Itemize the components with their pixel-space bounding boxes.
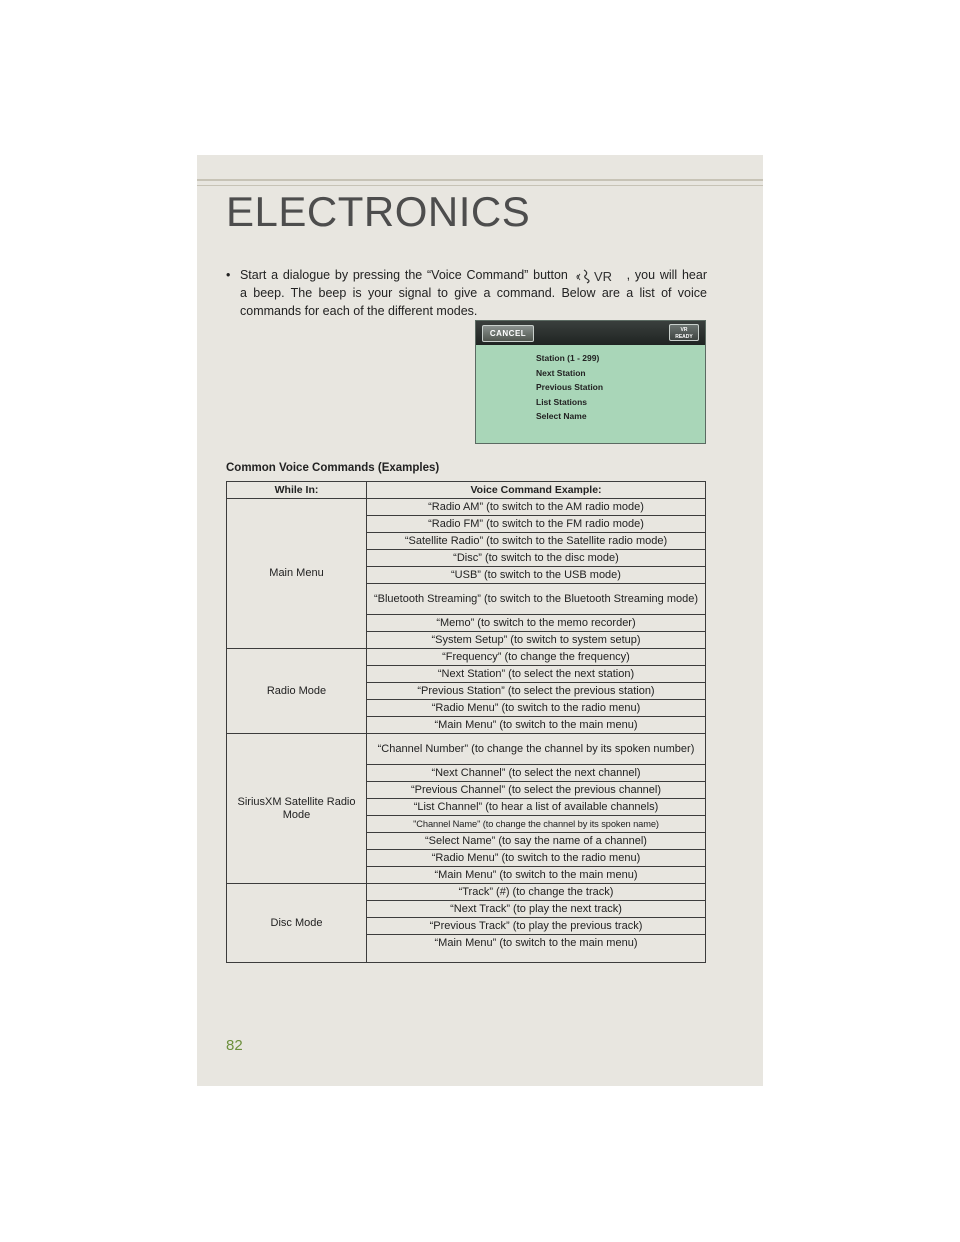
command-cell: “Radio FM” (to switch to the FM radio mode) (367, 516, 706, 533)
screen-command-list (536, 351, 603, 424)
command-cell: “Disc” (to switch to the disc mode) (367, 550, 706, 567)
header-command-example: Voice Command Example: (367, 482, 706, 499)
command-cell: “Select Name” (to say the name of a channel) (367, 833, 706, 850)
intro-line-3: commands for each of the different modes. (240, 304, 478, 318)
command-cell: “Frequency” (to change the frequency) (367, 649, 706, 666)
command-cell: “Memo” (to switch to the memo recorder) (367, 615, 706, 632)
intro-bullet (226, 266, 707, 320)
table-row (227, 884, 706, 901)
manual-page (197, 155, 763, 1086)
command-cell: “Track” (#) (to change the track) (367, 884, 706, 901)
command-cell: “Radio Menu” (to switch to the radio menu) (367, 850, 706, 867)
screen-item-previous-station[interactable]: Previous Station (536, 382, 604, 392)
command-cell: “System Setup” (to switch to system setup) (367, 632, 706, 649)
table-row (227, 499, 706, 516)
command-cell: “Radio Menu” (to switch to the radio menu) (367, 700, 706, 717)
vr-ready-indicator: VR READY (669, 324, 699, 341)
command-cell: “USB” (to switch to the USB mode) (367, 567, 706, 584)
command-cell: “Next Track” (to play the next track) (367, 901, 706, 918)
voice-command-icon (575, 268, 625, 284)
intro-line-2: a beep. The beep is your signal to give a command. Below are a list of voice (240, 286, 707, 300)
screen-item-station[interactable]: Station (1 - 299) (536, 353, 600, 363)
mode-cell: Main Menu (227, 499, 367, 649)
command-cell: “Main Menu” (to switch to the main menu) (367, 717, 706, 734)
table-row (227, 649, 706, 666)
radio-screen-image (475, 320, 706, 444)
command-cell: “Previous Channel” (to select the previous channel) (367, 782, 706, 799)
screen-item-list-stations[interactable]: List Stations (536, 396, 588, 407)
command-cell: "Channel Name" (to change the channel by its spoken name) (367, 816, 706, 833)
section-title: ELECTRONICS (226, 188, 531, 235)
command-cell: “Main Menu” (to switch to the main menu) (367, 867, 706, 884)
command-cell: “Channel Number” (to change the channel by its spoken number) (367, 734, 706, 765)
screen-item-select-name[interactable]: Select Name (536, 411, 587, 421)
screen-top-bar (476, 321, 705, 345)
command-cell: “Next Channel” (to select the next channel) (367, 765, 706, 782)
table-title: Common Voice Commands (Examples) (226, 462, 440, 474)
mode-cell: Radio Mode (227, 649, 367, 734)
command-cell: “List Channel” (to hear a list of available channels) (367, 799, 706, 816)
command-cell: “Bluetooth Streaming” (to switch to the Bluetooth Streaming mode) (367, 584, 706, 615)
command-cell: “Main Menu” (to switch to the main menu) (367, 935, 706, 963)
header-while-in: While In: (227, 482, 367, 499)
table-row (227, 734, 706, 765)
cancel-button[interactable]: CANCEL (482, 325, 534, 342)
command-cell: “Next Station” (to select the next station) (367, 666, 706, 683)
mode-cell: Disc Mode (227, 884, 367, 963)
mode-cell: SiriusXM Satellite Radio Mode (227, 734, 367, 884)
page-number: 82 (226, 1037, 243, 1054)
header-rule-thin (197, 185, 763, 186)
table-header-row (227, 482, 706, 499)
command-cell: “Previous Station” (to select the previous station) (367, 683, 706, 700)
intro-line-1: • Start a dialogue by pressing the “Voice Command” button VR , you will hear (226, 268, 707, 284)
voice-commands-table (226, 481, 706, 963)
svg-text:VR: VR (593, 268, 612, 284)
command-cell: “Satellite Radio” (to switch to the Satellite radio mode) (367, 533, 706, 550)
screen-item-next-station[interactable]: Next Station (536, 367, 586, 378)
command-cell: “Radio AM” (to switch to the AM radio mode) (367, 499, 706, 516)
command-cell: “Previous Track” (to play the previous track) (367, 918, 706, 935)
header-rule (197, 179, 763, 181)
